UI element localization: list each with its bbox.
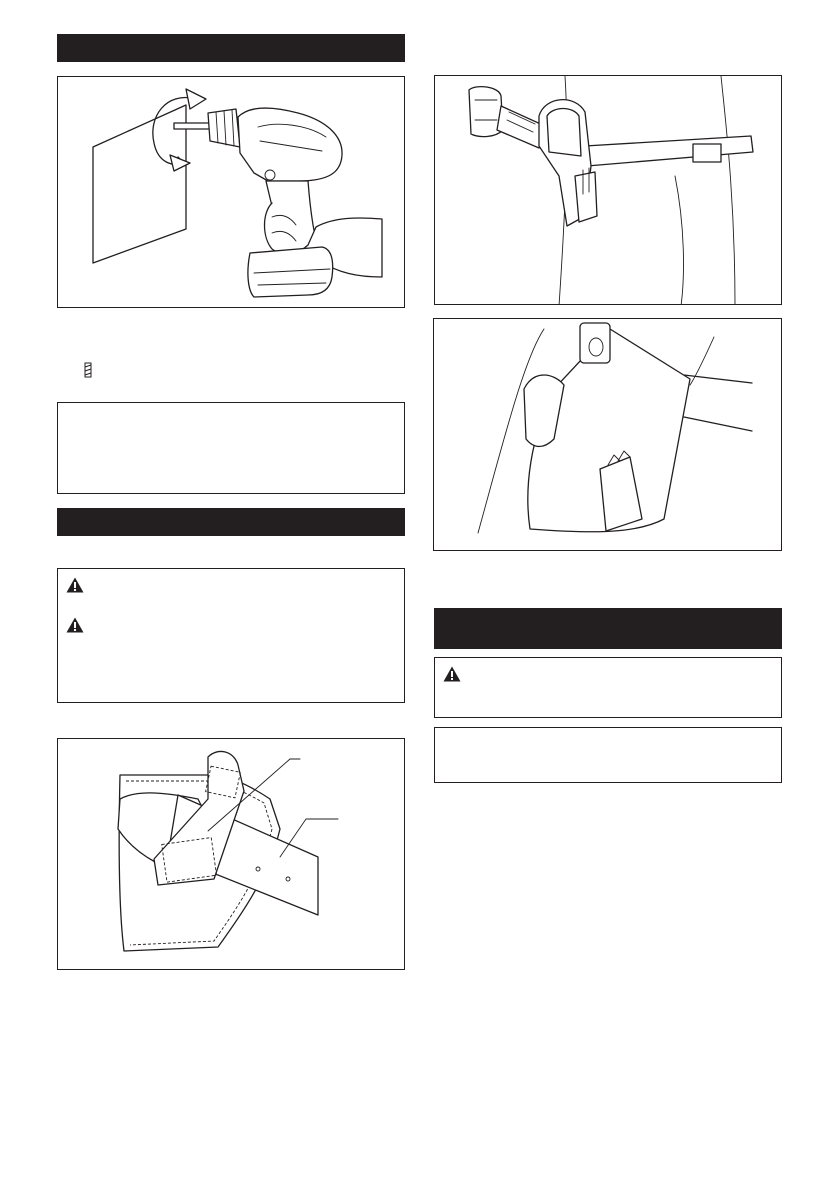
figure-holster-belt (57, 738, 405, 970)
holster-illustration (58, 739, 405, 970)
figure-drill-operation (57, 76, 405, 308)
section-header-bar (57, 34, 405, 62)
drill-bit-icon (84, 362, 92, 378)
section-header-bar (434, 608, 782, 649)
figure-holster-closeup (433, 318, 782, 551)
rotation-arrow-icon (153, 89, 206, 171)
warning-triangle-icon (443, 666, 461, 682)
warning-box (57, 568, 405, 703)
notice-box (57, 402, 405, 494)
holster-worn-illustration (435, 76, 782, 305)
section-header-bar (57, 508, 405, 536)
wall-panel (93, 105, 186, 263)
notice-box (434, 727, 782, 783)
figure-holster-worn (434, 75, 782, 305)
warning-triangle-icon (66, 577, 84, 593)
drill-illustration (58, 77, 405, 308)
warning-triangle-icon (66, 617, 84, 633)
warning-box (434, 657, 782, 718)
holster-closeup-illustration (434, 319, 782, 551)
